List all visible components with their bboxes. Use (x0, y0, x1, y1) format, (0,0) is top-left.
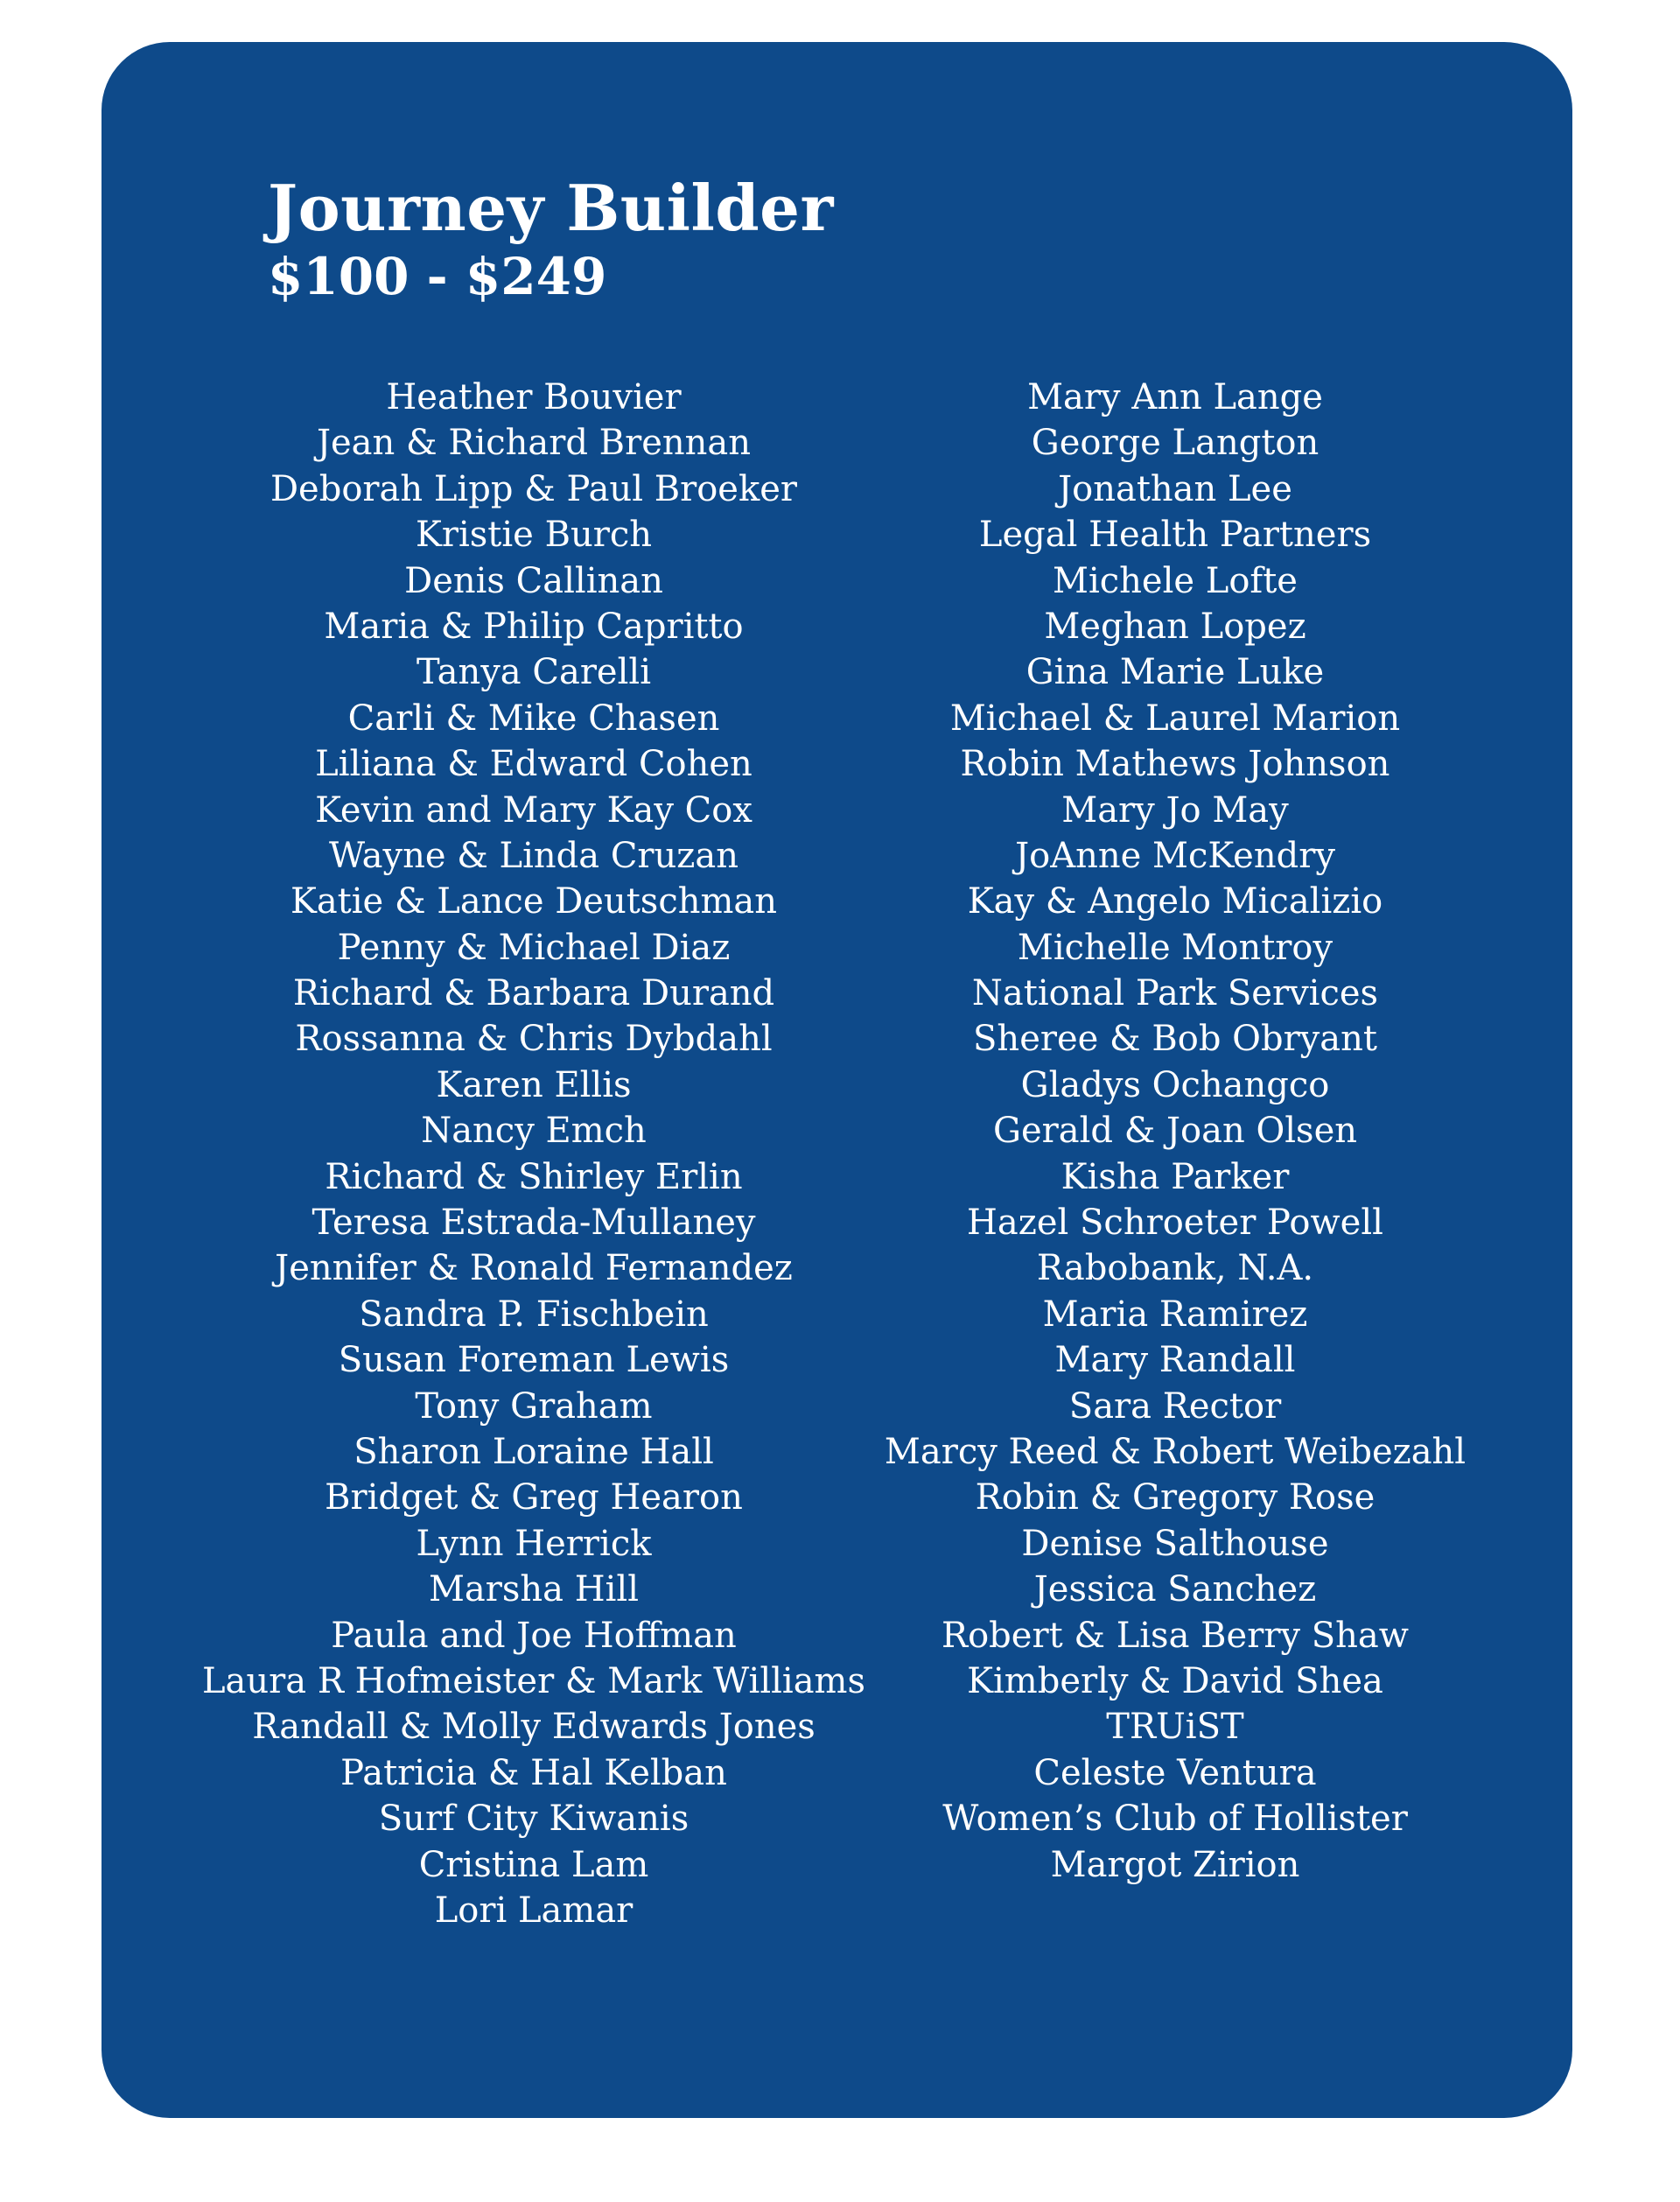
donor-name: Carli & Mike Chasen (347, 698, 720, 739)
donor-name: Michael & Laurel Marion (949, 698, 1401, 739)
donor-name: Maria & Philip Capritto (324, 606, 744, 647)
donor-name: Deborah Lipp & Paul Broeker (270, 468, 797, 509)
donor-name: Susan Foreman Lewis (338, 1340, 730, 1381)
donor-name: Hazel Schroeter Powell (967, 1203, 1383, 1244)
donor-name: Randall & Molly Edwards Jones (252, 1707, 816, 1748)
donor-name: Tanya Carelli (416, 652, 651, 693)
donor-name: Paula and Joe Hoffman (331, 1615, 737, 1656)
donor-name: Robin & Gregory Rose (975, 1477, 1376, 1518)
donor-name: Maria Ramirez (1042, 1294, 1308, 1335)
donor-name: Gladys Ochangco (1020, 1064, 1330, 1105)
donor-name: Lynn Herrick (416, 1523, 652, 1564)
donor-name: Celeste Ventura (1033, 1752, 1317, 1793)
donor-name: Penny & Michael Diaz (337, 927, 731, 968)
donor-name: Jean & Richard Brennan (316, 423, 752, 464)
donor-name: Sara Rector (1068, 1385, 1282, 1427)
donor-name: Jonathan Lee (1058, 468, 1292, 509)
donation-range: $100 - $249 (268, 247, 607, 306)
donor-name: Rossanna & Chris Dybdahl (295, 1019, 773, 1060)
donor-name: Lori Lamar (434, 1890, 634, 1931)
donor-name: Mary Randall (1054, 1340, 1296, 1381)
donor-name: Margot Zirion (1050, 1844, 1300, 1885)
donor-name: Kisha Parker (1060, 1156, 1290, 1197)
donor-name: Robin Mathews Johnson (960, 744, 1390, 785)
donor-name: Liliana & Edward Cohen (315, 744, 752, 785)
donor-name: Surf City Kiwanis (378, 1799, 690, 1840)
donor-name: Tony Graham (415, 1385, 653, 1427)
donor-name: Robert & Lisa Berry Shaw (941, 1615, 1410, 1656)
donor-name: Michele Lofte (1053, 560, 1298, 601)
donor-name: Marsha Hill (428, 1569, 640, 1610)
donor-name: Jennifer & Ronald Fernandez (275, 1248, 793, 1289)
donor-name: Cristina Lam (418, 1844, 649, 1885)
donor-name: Gina Marie Luke (1026, 652, 1325, 693)
donor-name: Karen Ellis (436, 1064, 632, 1105)
section-heading (268, 172, 834, 308)
donor-name: Denis Callinan (404, 560, 663, 601)
donor-name: Kristie Burch (415, 515, 653, 556)
donor-name: JoAnne McKendry (1015, 835, 1335, 876)
donor-name: Meghan Lopez (1044, 606, 1306, 647)
donor-name: Marcy Reed & Robert Weibezahl (884, 1431, 1466, 1472)
donor-name: Bridget & Greg Hearon (325, 1477, 743, 1518)
donor-name: Legal Health Partners (978, 515, 1372, 556)
donor-name: Michelle Montroy (1017, 927, 1334, 968)
donor-name: Mary Jo May (1061, 789, 1289, 831)
donor-name: Kay & Angelo Micalizio (967, 881, 1383, 922)
donor-name: Patricia & Hal Kelban (340, 1752, 727, 1793)
donor-name: Kevin and Mary Kay Cox (315, 789, 752, 831)
donor-name: Teresa Estrada-Mullaney (312, 1203, 756, 1244)
donor-name: Richard & Shirley Erlin (325, 1156, 743, 1197)
donor-name: Heather Bouvier (386, 377, 682, 417)
donor-name: Wayne & Linda Cruzan (328, 835, 738, 876)
donor-name: TRUiST (1106, 1707, 1244, 1748)
donor-name: Nancy Emch (421, 1111, 647, 1152)
donor-list-right (825, 375, 1525, 1888)
donor-name: Sharon Loraine Hall (354, 1431, 714, 1472)
donor-list-left (184, 375, 884, 1933)
section-title: Journey Builder (268, 171, 834, 245)
donor-name: Denise Salthouse (1021, 1523, 1329, 1564)
donor-name: Sandra P. Fischbein (359, 1294, 709, 1335)
donor-name: National Park Services (971, 973, 1379, 1014)
donor-name: Women’s Club of Hollister (942, 1799, 1408, 1840)
donor-name: Gerald & Joan Olsen (992, 1111, 1357, 1152)
donor-name: George Langton (1031, 423, 1320, 464)
donor-name: Richard & Barbara Durand (292, 973, 775, 1014)
donor-name: Jessica Sanchez (1033, 1569, 1317, 1610)
donor-name: Rabobank, N.A. (1036, 1248, 1314, 1289)
donor-name: Mary Ann Lange (1027, 377, 1323, 417)
donor-name: Laura R Hofmeister & Mark Williams (201, 1660, 866, 1701)
donor-name: Katie & Lance Deutschman (290, 881, 778, 922)
donor-name: Kimberly & David Shea (967, 1660, 1383, 1701)
donor-name: Sheree & Bob Obryant (973, 1019, 1377, 1060)
